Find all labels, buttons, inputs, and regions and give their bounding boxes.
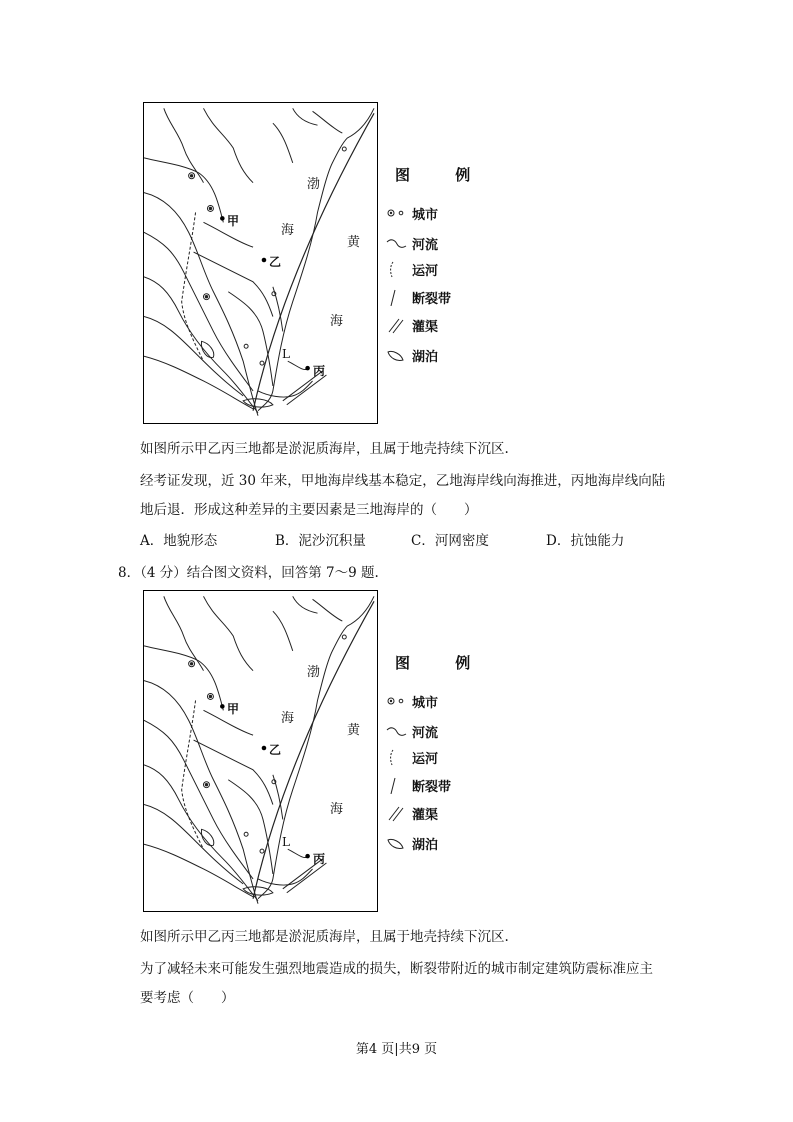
- irrigation-icon: [385, 316, 407, 334]
- legend-river: [383, 232, 463, 254]
- label-L: L: [282, 835, 290, 849]
- label-bohai: 渤: [307, 177, 321, 192]
- legend-canal: [383, 258, 463, 280]
- page-footer: 第4 页|共9 页: [355, 1042, 438, 1057]
- label-huanghai-sea: 海: [330, 314, 344, 329]
- legend-river-label: 河流: [412, 726, 439, 741]
- question-7-line-1: 经考证发现，近 30 年来，甲地海岸线基本稳定，乙地海岸线向海推进，丙地海岸线向陆: [140, 473, 666, 489]
- map-figure-2: [143, 590, 378, 912]
- lake-icon: [385, 346, 407, 364]
- question-8-header: 8．（4 分）结合图文资料，回答第 7～9 题.: [118, 565, 379, 581]
- legend-irrigation: [383, 314, 463, 336]
- label-bohai-sea: 海: [281, 711, 295, 726]
- map-figure-1: [143, 102, 378, 424]
- legend-fault-label: 断裂带: [412, 780, 452, 795]
- legend-canal: [383, 746, 463, 768]
- intro-text-2: 如图所示甲乙丙三地都是淤泥质海岸，且属于地壳持续下沉区.: [140, 929, 509, 945]
- fault-icon: [385, 288, 407, 306]
- legend-title: 图 例: [395, 654, 491, 672]
- legend-fault-label: 断裂带: [412, 292, 452, 307]
- legend-lake-label: 湖泊: [412, 350, 439, 365]
- question-7-line-2: 地后退．形成这种差异的主要因素是三地海岸的（ ）: [140, 502, 478, 518]
- question-8-line-2: 要考虑（ ）: [140, 990, 235, 1006]
- map-drawing: [144, 103, 377, 423]
- label-huanghai-sea: 海: [330, 802, 344, 817]
- label-L: L: [282, 347, 290, 361]
- city-icon: [385, 204, 407, 222]
- map-drawing: [144, 591, 377, 911]
- legend-canal-label: 运河: [412, 752, 439, 767]
- option-a[interactable]: A．地貌形态: [140, 533, 218, 549]
- question-8-line-1: 为了减轻未来可能发生强烈地震造成的损失，断裂带附近的城市制定建筑防震标准应主: [140, 961, 653, 977]
- legend-canal-label: 运河: [412, 264, 439, 279]
- label-yi: 乙: [269, 255, 282, 269]
- legend-city-label: 城市: [412, 208, 439, 223]
- option-b[interactable]: B．泥沙沉积量: [275, 533, 366, 549]
- label-bohai: 渤: [307, 665, 321, 680]
- option-c[interactable]: C．河网密度: [411, 533, 489, 549]
- legend-fault: [383, 286, 463, 308]
- label-bing: 丙: [313, 364, 326, 378]
- legend-irrigation: [383, 802, 463, 824]
- river-icon: [385, 234, 407, 252]
- fault-icon: [385, 776, 407, 794]
- legend-fault: [383, 774, 463, 796]
- legend-city-label: 城市: [412, 696, 439, 711]
- legend-irrigation-label: 灌渠: [412, 808, 439, 823]
- label-huanghai: 黄: [347, 723, 361, 738]
- legend-title: 图 例: [395, 166, 491, 184]
- option-d[interactable]: D．抗蚀能力: [546, 533, 625, 549]
- label-bohai-sea: 海: [281, 223, 295, 238]
- legend-city: [383, 202, 463, 224]
- city-icon: [385, 692, 407, 710]
- canal-icon: [385, 748, 407, 766]
- label-bing: 丙: [313, 852, 326, 866]
- label-jia: 甲: [227, 214, 240, 228]
- intro-text-1: 如图所示甲乙丙三地都是淤泥质海岸，且属于地壳持续下沉区.: [140, 441, 509, 457]
- label-yi: 乙: [269, 743, 282, 757]
- irrigation-icon: [385, 804, 407, 822]
- legend-river-label: 河流: [412, 238, 439, 253]
- canal-icon: [385, 260, 407, 278]
- lake-icon: [385, 834, 407, 852]
- label-jia: 甲: [227, 702, 240, 716]
- legend-lake: [383, 344, 463, 366]
- legend-river: [383, 720, 463, 742]
- legend-lake: [383, 832, 463, 854]
- legend-lake-label: 湖泊: [412, 838, 439, 853]
- river-icon: [385, 722, 407, 740]
- legend-irrigation-label: 灌渠: [412, 320, 439, 335]
- label-huanghai: 黄: [347, 235, 361, 250]
- legend-city: [383, 690, 463, 712]
